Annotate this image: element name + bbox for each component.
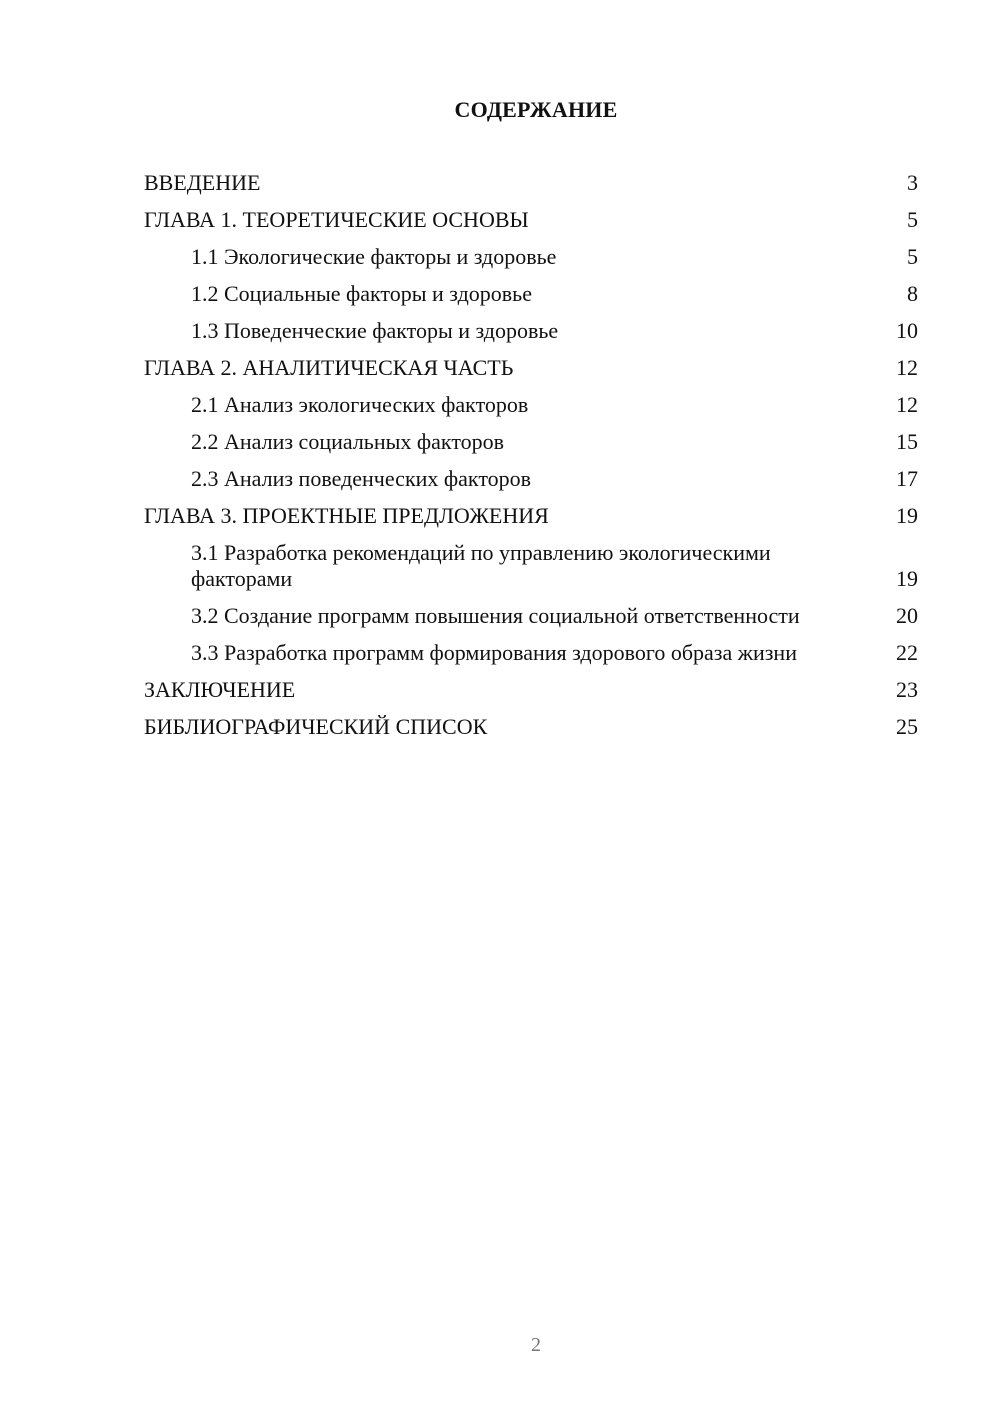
toc-entry-page: 12: [896, 392, 918, 417]
toc-entry-section-1-2: [144, 281, 918, 307]
toc-entry-section-2-1: [144, 392, 918, 418]
toc-entry-chapter-3: [144, 503, 918, 529]
toc-entry-page: 8: [907, 281, 918, 306]
toc-entry-label: ГЛАВА 3. ПРОЕКТНЫЕ ПРЕДЛОЖЕНИЯ: [144, 503, 549, 528]
toc-entry-label: 1.1 Экологические факторы и здоровье: [191, 244, 557, 269]
toc-entry-page: 5: [907, 207, 918, 232]
toc-entry-bibliography: [144, 714, 918, 740]
toc-entry-label: 2.2 Анализ социальных факторов: [191, 429, 505, 454]
toc-entry-page: 3: [907, 170, 918, 195]
toc-entry-section-3-1: [144, 540, 918, 592]
toc-entry-section-1-3: [144, 318, 918, 344]
toc-entry-label: ВВЕДЕНИЕ: [144, 170, 261, 195]
toc-entry-section-2-3: [144, 466, 918, 492]
toc-entry-label: 3.1 Разработка рекомендаций по управлению экологическими факторами: [191, 540, 771, 591]
toc-entry-chapter-1: [144, 207, 918, 233]
toc-entry-page: 15: [896, 429, 918, 454]
toc-entry-label: ЗАКЛЮЧЕНИЕ: [144, 677, 296, 702]
toc-entry-label: ГЛАВА 2. АНАЛИТИЧЕСКАЯ ЧАСТЬ: [144, 355, 514, 380]
toc-entry-section-3-2: [144, 603, 918, 629]
toc-entry-label: 3.2 Создание программ повышения социальной ответственности: [191, 603, 800, 628]
toc-entry-label: БИБЛИОГРАФИЧЕСКИЙ СПИСОК: [144, 714, 488, 739]
toc-entry-label: 2.3 Анализ поведенческих факторов: [191, 466, 532, 491]
toc-entry-conclusion: [144, 677, 918, 703]
toc-entry-page: 22: [896, 640, 918, 665]
toc-entry-page: 12: [896, 355, 918, 380]
toc-entry-page: 10: [896, 318, 918, 343]
toc-entry-page: 20: [896, 603, 918, 628]
toc-entry-page: 17: [896, 466, 918, 491]
toc-entry-label: 3.3 Разработка программ формирования здорового образа жизни: [191, 640, 797, 665]
toc-entry-label: ГЛАВА 1. ТЕОРЕТИЧЕСКИЕ ОСНОВЫ: [144, 207, 529, 232]
toc-title: СОДЕРЖАНИЕ: [454, 97, 618, 122]
table-of-contents: [144, 170, 918, 751]
toc-entry-label: 2.1 Анализ экологических факторов: [191, 392, 529, 417]
toc-entry-label: 1.3 Поведенческие факторы и здоровье: [191, 318, 559, 343]
toc-entry-page: 25: [896, 714, 918, 739]
toc-entry-section-2-2: [144, 429, 918, 455]
toc-entry-page: 19: [896, 503, 918, 528]
toc-entry-section-3-3: [144, 640, 918, 666]
toc-entry-chapter-2: [144, 355, 918, 381]
toc-entry-page: 19: [896, 566, 918, 591]
toc-entry-section-1-1: [144, 244, 918, 270]
toc-entry-page: 23: [896, 677, 918, 702]
toc-entry-introduction: [144, 170, 918, 196]
toc-entry-page: 5: [907, 244, 918, 269]
toc-entry-label: 1.2 Социальные факторы и здоровье: [191, 281, 532, 306]
page-number: 2: [531, 1334, 541, 1356]
